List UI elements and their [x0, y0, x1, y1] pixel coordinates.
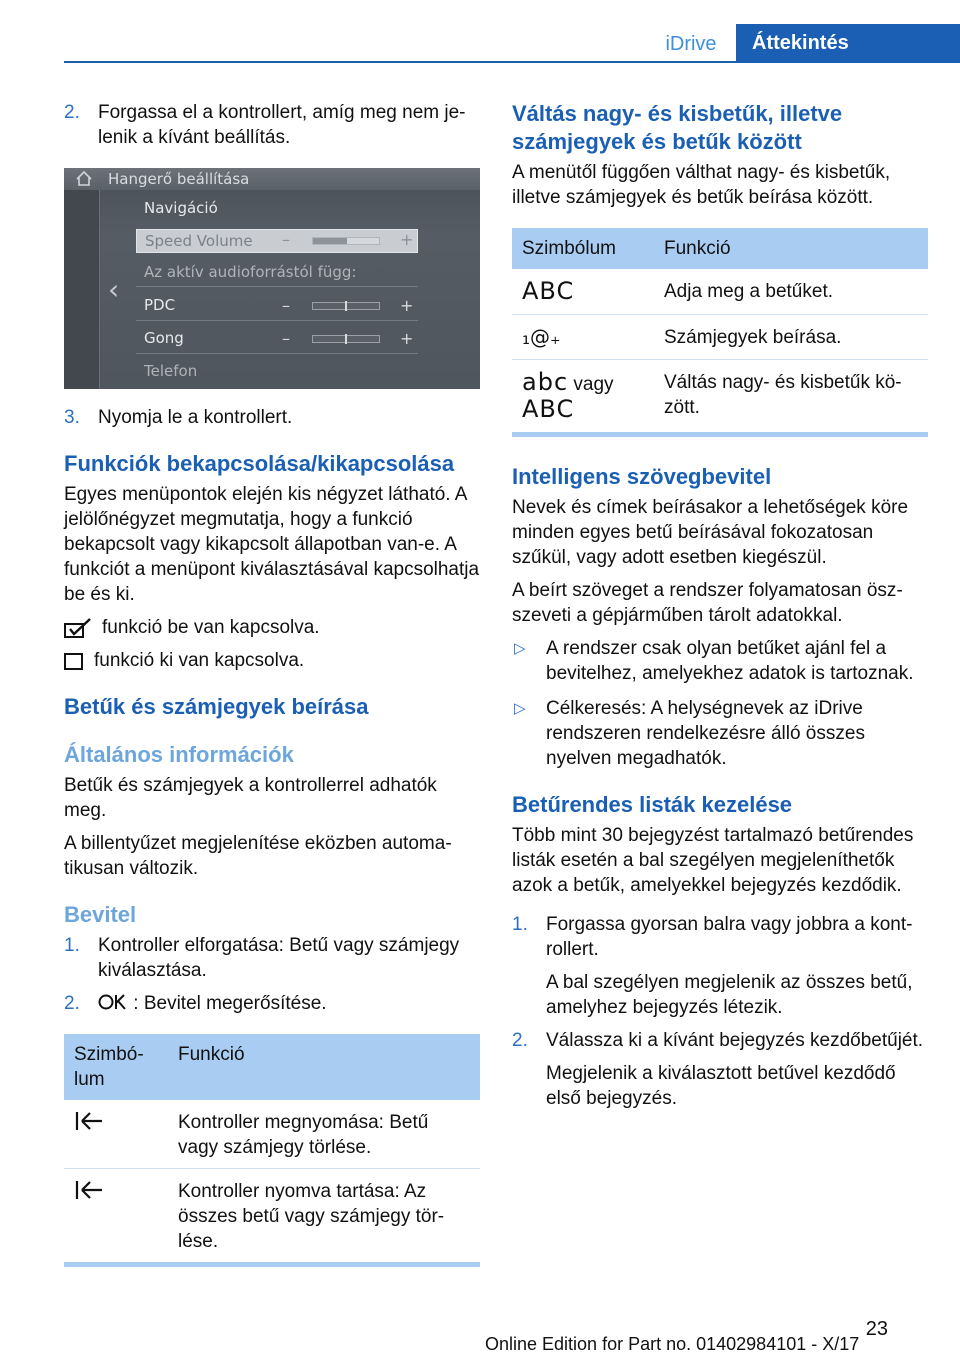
table-row	[64, 1169, 480, 1263]
list-number: 2.	[64, 102, 80, 123]
section-heading: Funkciók bekapcsolása/kikapcsolása	[64, 451, 455, 476]
screen-row-speed-volume: Speed Volume	[145, 232, 253, 250]
screen-row-navigation: Navigáció	[144, 199, 218, 217]
table-cell-symbol	[64, 1100, 168, 1169]
bullet-text: A rendszer csak olyan betűket ajánl fel a bevitelhez, amelyekhez adatok is tartoznak.	[546, 638, 914, 684]
subsection-heading: Bevitel	[64, 902, 137, 927]
checkbox-checked-icon	[64, 618, 92, 638]
table-row	[512, 269, 928, 315]
header-tab-idrive[interactable]: iDrive	[665, 33, 717, 55]
table-header-function: Funkció	[654, 228, 928, 269]
list-subtext: A bal szegélyen megjelenik az összes betű, amelyhez bejegyzés létezik.	[546, 972, 913, 1018]
or-text: vagy	[573, 374, 614, 395]
chevron-left-icon: ‹	[108, 273, 120, 306]
ok-icon	[98, 993, 128, 1011]
home-icon	[76, 171, 92, 190]
list-number: 3.	[64, 407, 80, 428]
right-column	[512, 100, 928, 1119]
symbol-table-delete	[64, 1034, 480, 1262]
table-bottom-rule	[64, 1262, 480, 1267]
table-cell-function: Adja meg a betűket.	[654, 269, 928, 315]
section-heading: Intelligens szövegbevitel	[512, 464, 772, 489]
screen-row-audio-source: Az aktív audioforrástól függ:	[144, 263, 357, 281]
table-header-symbol: Szimbólum	[64, 1034, 168, 1100]
bullet-item	[512, 696, 928, 771]
list-item	[512, 912, 928, 1020]
minus-icon: –	[282, 230, 290, 249]
plus-icon: +	[400, 230, 414, 249]
minus-icon: –	[282, 296, 290, 315]
section-heading: Betűrendes listák kezelése	[512, 792, 793, 817]
list-number: 1.	[512, 914, 528, 935]
bullet-triangle-icon: ▷	[514, 640, 526, 657]
minus-icon: –	[282, 329, 290, 348]
footer-edition: Online Edition for Part no. 01402984101 - X/17	[485, 1334, 860, 1354]
list-text: Kontroller elforgatása: Betű vagy számjegy kiválasztása.	[98, 935, 460, 981]
section-heading: Betűk és számjegyek beírása	[64, 694, 369, 719]
table-cell-symbol	[64, 1169, 168, 1263]
table-cell-function: Váltás nagy- és kisbetűk között.	[664, 372, 902, 418]
table-bottom-rule	[512, 432, 928, 437]
table-header-function: Funkció	[168, 1034, 480, 1100]
screen-row-phone: Telefon	[144, 362, 198, 380]
table-cell-symbol	[512, 315, 654, 360]
paragraph: Nevek és címek beírásakor a lehetőségek köre minden egyes betű beírásával fokozatosan szűkül, vagy adott esetben kiegészül.	[512, 497, 909, 568]
screen-divider	[136, 286, 418, 287]
left-column	[64, 100, 480, 1267]
gong-slider	[312, 335, 380, 343]
checkbox-unchecked-icon	[64, 652, 84, 670]
table-row	[64, 1100, 480, 1169]
list-subtext: Megjelenik a kiválasztott betűvel kezdődő első bejegyzés.	[546, 1063, 896, 1109]
list-item	[64, 405, 480, 430]
list-number: 2.	[64, 993, 80, 1014]
list-item	[64, 100, 480, 150]
table-row	[512, 315, 928, 360]
paragraph: Betűk és számjegyek a kontrollerrel adhatók meg.	[64, 775, 437, 821]
subsection-heading: Általános információk	[64, 742, 294, 767]
list-item	[64, 933, 480, 983]
screen-row-pdc: PDC	[144, 296, 176, 314]
table-row	[512, 360, 928, 433]
backspace-arrow-icon	[74, 1110, 104, 1132]
abc-upper-symbol: ABC	[522, 395, 575, 423]
idrive-screenshot	[64, 168, 480, 389]
list-text: Forgassa el a kontrollert, amíg meg nem jelenik a kívánt beállítás.	[98, 102, 466, 148]
table-header-symbol: Szimbólum	[512, 228, 654, 269]
abc-upper-symbol: ABC	[522, 277, 575, 305]
screen-divider	[136, 353, 418, 354]
bullet-item	[512, 636, 928, 686]
paragraph: A menütől függően válthat nagy- és kisbetűk, illetve számjegyek és betűk beírása között.	[512, 162, 891, 208]
paragraph: Több mint 30 bejegyzést tartalmazó betűrendes listák esetén a bal szegélyen megjeleníthetők azok a betűk, amelyekkel bejegyzés kezdődik.	[512, 825, 914, 896]
bullet-text: Célkeresés: A helységnevek az iDrive rendszeren rendelkezésre álló összes nyelven megadhatók.	[546, 698, 865, 769]
table-cell-symbol	[512, 360, 654, 433]
volume-slider	[312, 237, 380, 245]
plus-icon: +	[400, 329, 414, 348]
checkbox-on-line	[64, 615, 480, 640]
abc-lower-symbol: abc	[522, 368, 569, 396]
screen-title: Hangerő beállítása	[108, 170, 250, 188]
digits-symbol: ₁@₊	[522, 325, 561, 349]
checkbox-off-text: funkció ki van kapcsolva.	[94, 650, 305, 671]
pdc-slider	[312, 302, 380, 310]
list-text: Forgassa gyorsan balra vagy jobbra a kontrollert.	[546, 914, 913, 960]
checkbox-off-line	[64, 648, 480, 673]
backspace-arrow-icon	[74, 1179, 104, 1201]
table-cell-symbol	[512, 269, 654, 315]
paragraph: A beírt szöveget a rendszer folyamatosan öszszeveti a gépjárműben tárolt adatokkal.	[512, 580, 903, 626]
paragraph: A billentyűzet megjelenítése eközben automatikusan változik.	[64, 833, 452, 879]
checkbox-on-text: funkció be van kapcsolva.	[102, 617, 320, 638]
screen-row-gong: Gong	[144, 329, 184, 347]
list-text: Nyomja le a kontrollert.	[98, 407, 293, 428]
list-text: : Bevitel megerősítése.	[133, 993, 327, 1014]
table-cell-function: Számjegyek beírása.	[654, 315, 928, 360]
section-heading: Váltás nagy- és kisbetűk, illetve számjegyek és betűk között	[512, 101, 843, 154]
symbol-table-case	[512, 228, 928, 432]
table-cell-function: Kontroller nyomva tartása: Az összes betű vagy számjegy törlése.	[178, 1181, 445, 1252]
plus-icon: +	[400, 296, 414, 315]
bullet-triangle-icon: ▷	[514, 700, 526, 717]
screen-left-strip	[64, 190, 100, 389]
table-cell-function: Kontroller megnyomása: Betű vagy számjegy törlése.	[168, 1100, 480, 1169]
page-number: 23	[865, 1318, 888, 1340]
screen-divider	[136, 320, 418, 321]
list-number: 1.	[64, 935, 80, 956]
paragraph: Egyes menüpontok elején kis négyzet látható. A jelölőnégyzet megmutatja, hogy a funkció bekapcsolt vagy kikapcsolt állapotban van-e. A funkciót a menüpont kiválasztásával kapcsolhatja be és ki.	[64, 484, 480, 605]
list-item	[512, 1028, 928, 1111]
header-tab-overview[interactable]: Áttekintés	[736, 24, 960, 62]
list-item	[64, 991, 480, 1016]
list-number: 2.	[512, 1030, 528, 1051]
list-text: Válassza ki a kívánt bejegyzés kezdőbetűjét.	[546, 1030, 924, 1051]
